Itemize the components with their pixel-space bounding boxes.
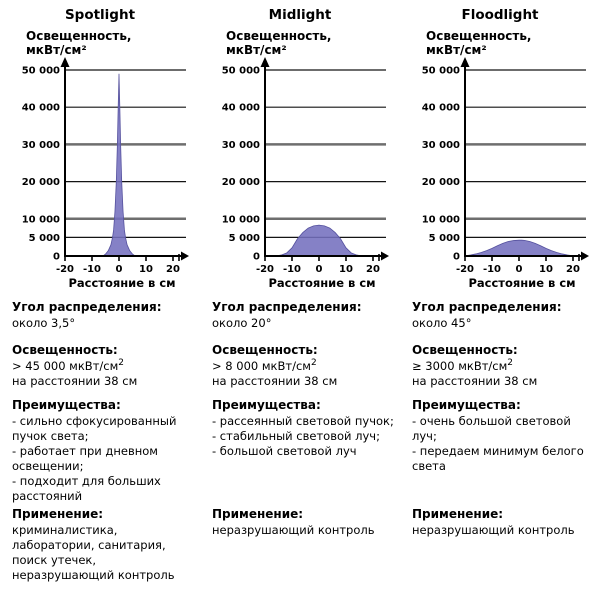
angle-heading: Угол распределения: [412,300,562,314]
illuminance-value-sup: 2 [507,358,514,369]
x-axis-arrow-icon [181,252,189,261]
advantage-item: - стабильный световой луч; [212,429,380,443]
x-tick-label: -20 [455,264,475,275]
angle-section [12,300,197,331]
angle-heading: Угол распределения: [212,300,362,314]
angle-section [212,300,397,331]
x-tick-label: -10 [482,264,502,275]
column-midlight [200,0,400,591]
application-value: неразрушающий контроль [212,523,375,537]
y-axis-label-line2: мкВт/см² [426,43,487,57]
y-tick-label: 50 000 [221,65,260,77]
advantages-list [12,414,197,504]
y-tick-label: 5 000 [228,232,260,244]
beam-profile-area [465,240,573,256]
x-tick-label: -10 [82,264,102,275]
advantage-item: - большой световой луч [212,444,357,458]
advantages-heading: Преимущества: [412,398,521,412]
y-tick-label: 50 000 [421,65,460,77]
y-axis-label-line1: Освещенность, [26,29,132,43]
x-tick-label: 10 [539,264,553,275]
application-heading: Применение: [412,507,504,521]
x-tick-label: 0 [115,264,123,275]
illuminance-section [412,343,597,389]
illuminance-distance: на расстоянии 38 см [212,374,338,388]
illuminance-distance: на расстоянии 38 см [12,374,138,388]
illuminance-value-sup: 2 [118,358,125,369]
beam-profile-area [265,225,373,256]
spotlight-chart-canvas [0,54,200,294]
illuminance-value [12,359,197,374]
y-tick-label: 50 000 [21,65,60,77]
illuminance-value [212,359,397,374]
y-tick-label: 10 000 [221,214,260,226]
illuminance-value-text: ≥ 3000 мкВт/см [412,359,508,373]
advantage-item: - работает при дневном освещении; [12,444,158,473]
x-tick-label: 0 [515,264,523,275]
angle-value: около 20° [212,316,272,330]
x-axis-caption: Расстояние в см [468,276,576,290]
advantages-section [12,398,197,504]
y-tick-label: 20 000 [221,177,260,189]
y-tick-label: 5 000 [428,232,460,244]
application-heading: Применение: [212,507,304,521]
illuminance-section [212,343,397,389]
x-tick-label: 0 [315,264,323,275]
application-heading: Применение: [12,507,104,521]
illuminance-heading: Освещенность: [412,343,518,357]
y-tick-label: 30 000 [421,139,460,151]
y-axis-arrow-icon [61,57,70,67]
application-value: неразрушающий контроль [412,523,575,537]
y-tick-label: 5 000 [28,232,60,244]
x-tick-label: -10 [282,264,302,275]
y-axis-label [426,29,532,57]
y-tick-label: 0 [253,251,260,263]
advantage-item: - передаем минимум белого света [412,444,584,473]
column-floodlight [400,0,600,591]
y-tick-label: 30 000 [221,139,260,151]
y-axis-arrow-icon [261,57,270,67]
illuminance-value-text: > 45 000 мкВт/см [12,359,119,373]
y-axis-label [226,29,332,57]
y-tick-label: 40 000 [421,102,460,114]
y-tick-label: 0 [53,251,60,263]
chart-title-floodlight: Floodlight [461,7,539,23]
angle-section [412,300,597,331]
x-tick-label: -20 [255,264,275,275]
angle-value: около 45° [412,316,472,330]
advantages-heading: Преимущества: [12,398,121,412]
y-tick-label: 20 000 [421,177,460,189]
y-axis-label [26,29,132,57]
x-axis-arrow-icon [381,252,389,261]
y-tick-label: 40 000 [221,102,260,114]
advantages-list [212,414,397,459]
application-section [12,507,197,583]
illuminance-section [12,343,197,389]
x-tick-label: 10 [139,264,153,275]
advantages-section [412,398,597,474]
y-tick-label: 0 [453,251,460,263]
floodlight-chart-canvas [400,54,600,294]
x-tick-label: 10 [339,264,353,275]
angle-value: около 3,5° [12,316,76,330]
x-axis-arrow-icon [581,252,589,261]
illuminance-heading: Освещенность: [212,343,318,357]
application-value: криминалистика, лаборатории, санитария, поиск утечек, неразрушающий контроль [12,523,175,582]
advantage-item: - сильно сфокусированный пучок света; [12,414,177,443]
illuminance-heading: Освещенность: [12,343,118,357]
y-tick-label: 10 000 [21,214,60,226]
y-axis-label-line2: мкВт/см² [226,43,287,57]
illuminance-distance: на расстоянии 38 см [412,374,538,388]
chart-title-spotlight: Spotlight [64,7,136,23]
x-axis-caption: Расстояние в см [68,276,176,290]
x-tick-label: 20 [366,264,380,275]
y-tick-label: 20 000 [21,177,60,189]
application-section [212,507,397,538]
illuminance-value-sup: 2 [310,358,317,369]
advantages-heading: Преимущества: [212,398,321,412]
x-tick-label: 20 [566,264,580,275]
y-tick-label: 40 000 [21,102,60,114]
application-section [412,507,597,538]
advantage-item: - рассеянный световой пучок; [212,414,394,428]
x-tick-label: 20 [166,264,180,275]
y-axis-label-line1: Освещенность, [426,29,532,43]
y-axis-label-line2: мкВт/см² [26,43,87,57]
midlight-chart-canvas [200,54,400,294]
angle-heading: Угол распределения: [12,300,162,314]
advantages-list [412,414,597,474]
y-tick-label: 30 000 [21,139,60,151]
x-axis-caption: Расстояние в см [268,276,376,290]
beam-profile-area [65,74,173,256]
y-tick-label: 10 000 [421,214,460,226]
chart-title-midlight: Midlight [268,7,332,23]
illuminance-value-text: > 8 000 мкВт/см [212,359,311,373]
x-tick-label: -20 [55,264,75,275]
illuminance-value [412,359,597,374]
y-axis-arrow-icon [461,57,470,67]
advantages-section [212,398,397,459]
advantage-item: - подходит для больших расстояний [12,474,161,503]
column-spotlight [0,0,200,591]
y-axis-label-line1: Освещенность, [226,29,332,43]
advantage-item: - очень большой световой луч; [412,414,571,443]
